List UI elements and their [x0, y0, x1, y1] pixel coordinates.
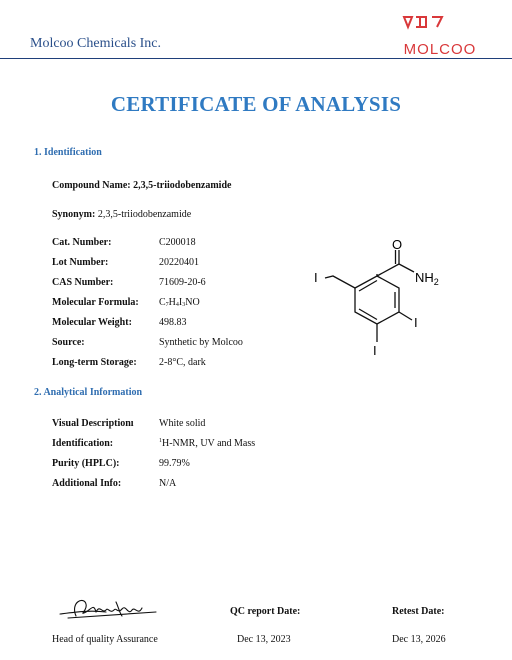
field-value: 20220401	[159, 257, 199, 268]
compound-name-value: 2,3,5-triiodobenzamide	[133, 180, 232, 191]
field-value: White solid	[159, 418, 206, 429]
field-label: Identification:	[52, 438, 114, 449]
compound-name-line	[52, 180, 231, 191]
structure-iodine-label: I	[414, 315, 418, 330]
field-label: Molecular Formula:	[52, 297, 139, 308]
signatory-title: Head of quality Assurance	[52, 634, 158, 645]
structure-iodine-label: I	[314, 270, 318, 285]
qc-report-date-label: QC report Date:	[230, 606, 301, 617]
qc-report-date-value: Dec 13, 2023	[237, 634, 291, 645]
field-value: 99.79%	[159, 458, 190, 469]
field-label: Purity (HPLC):	[52, 458, 120, 469]
company-name: Molcoo Chemicals Inc.	[30, 36, 162, 51]
compound-name-label: Compound Name:	[52, 180, 131, 191]
synonym-label: Synonym:	[52, 209, 96, 220]
field-value: N/A	[159, 478, 177, 489]
molcoo-logo	[392, 14, 488, 60]
field-value: C200018	[159, 237, 196, 248]
retest-date-value: Dec 13, 2026	[392, 634, 446, 645]
section-identification-heading: 1. Identification	[34, 147, 102, 158]
logo-text: MOLCOO	[403, 41, 477, 58]
synonym-line	[52, 209, 191, 220]
field-value: 71609-20-6	[159, 277, 206, 288]
field-value: $^1$H-NMR, UV and Mass	[159, 438, 256, 449]
field-value: 498.83	[159, 317, 187, 328]
field-label: Molecular Weight:	[52, 317, 132, 328]
structure-oxygen-label: O	[392, 240, 403, 252]
field-label: Long-term Storage:	[52, 357, 137, 368]
section-analytical-heading: 2. Analytical Information	[34, 387, 143, 398]
document-title: CERTIFICATE OF ANALYSIS	[110, 92, 402, 116]
header-rule	[0, 58, 512, 59]
field-label: Visual Descriptionı	[52, 418, 134, 429]
field-label: Source:	[52, 337, 85, 348]
field-value: Synthetic by Molcoo	[159, 337, 243, 348]
chemical-structure	[300, 240, 460, 360]
field-label: Cat. Number:	[52, 237, 112, 248]
field-label: CAS Number:	[52, 277, 114, 288]
field-label: Additional Info:	[52, 478, 122, 489]
retest-date-label: Retest Date:	[392, 606, 445, 617]
field-label: Lot Number:	[52, 257, 109, 268]
synonym-value: 2,3,5-triiodobenzamide	[97, 209, 192, 220]
molecular-formula-value: $C_7H_4I_3NO$	[159, 297, 200, 308]
field-value: 2-8°C, dark	[159, 357, 206, 368]
signature-image	[56, 592, 166, 628]
structure-amide-label: $NH_2$	[415, 270, 439, 287]
structure-iodine-label: I	[373, 343, 377, 358]
